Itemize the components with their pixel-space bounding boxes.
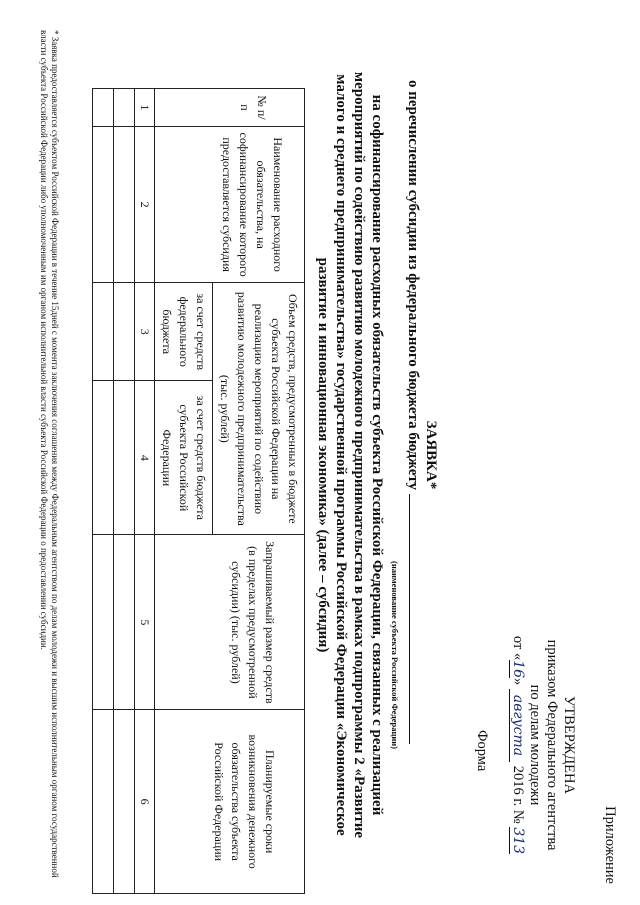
order-line-2: по делам молодежи	[527, 684, 543, 806]
form-label: Форма	[474, 730, 490, 772]
order-date-line: от «16» августа 2016 г. № 313	[510, 635, 526, 855]
footnote: * Заявка предоставляется субъектом Российской Федерации в течение 15дней с момента заключения соглашения между Федеральным агентством по делам молодежи и высшим исполнительным органом государственной власти субъекта Российской Федерации либо уполномоченным им органом исполнительной власти субъекта Российской Федерации о предоставлении субсидии.	[39, 30, 60, 878]
approved-label: УТВЕРЖДЕНА	[561, 696, 577, 794]
subject-blank	[409, 494, 422, 744]
title-line-4: малого и среднего предпринимательства» государственной программы Российской Федерации «Экономическое	[333, 74, 349, 836]
header-number: № п/п	[155, 89, 305, 127]
header-terms: Планируемые сроки возникновения денежного обязательства субъекта Российской Федерации	[155, 710, 305, 894]
title-line-5: развитие и инновационная экономика» (далее – субсидия)	[315, 257, 331, 653]
approval-block	[509, 600, 618, 890]
table-row	[114, 89, 135, 894]
title-line-1: о перечислении субсидии из федерального бюджета бюджету	[404, 40, 422, 870]
handwritten-number: 313	[510, 827, 526, 855]
table-row: 1 2 3 4 5 6	[135, 89, 155, 894]
header-federal: за счет средств федерального бюджета	[155, 283, 213, 381]
table-header-row	[213, 89, 305, 894]
header-volume: Объем средств, предусмотренных в бюджете субъекта Российской Федерации на реализацию мероприятий по содействию развитию молодежного предпринимательства (тыс. рублей)	[213, 283, 305, 535]
request-table	[92, 88, 305, 894]
subject-caption: (наименование субъекта Российской Федерации)	[390, 561, 400, 749]
table-row	[93, 89, 114, 894]
title-block	[314, 40, 440, 870]
handwritten-day: 16	[510, 660, 526, 679]
title-line-3: мероприятий по содействию развитию молодежного предпринимательства в рамках подпрограммы 2 «Развитие	[351, 71, 367, 839]
header-regional: за счет средств бюджета субъекта Российской Федерации	[155, 381, 213, 535]
title-heading: ЗАЯВКА*	[423, 420, 439, 490]
header-obligation: Наименование расходного обязательства, на софинансирование которого предоставляется субсидия	[155, 127, 305, 283]
title-line-2: на софинансирование расходных обязательств субъекта Российской Федерации, связанных с реализацией	[369, 94, 385, 816]
handwritten-month: августа	[509, 689, 526, 762]
header-requested: Запрашиваемый размер средств (в пределах предусмотренной субсидии) (тыс. рублей)	[155, 535, 305, 710]
order-line-1: приказом Федерального агентства	[544, 639, 560, 851]
appendix-label: Приложение	[602, 806, 618, 884]
